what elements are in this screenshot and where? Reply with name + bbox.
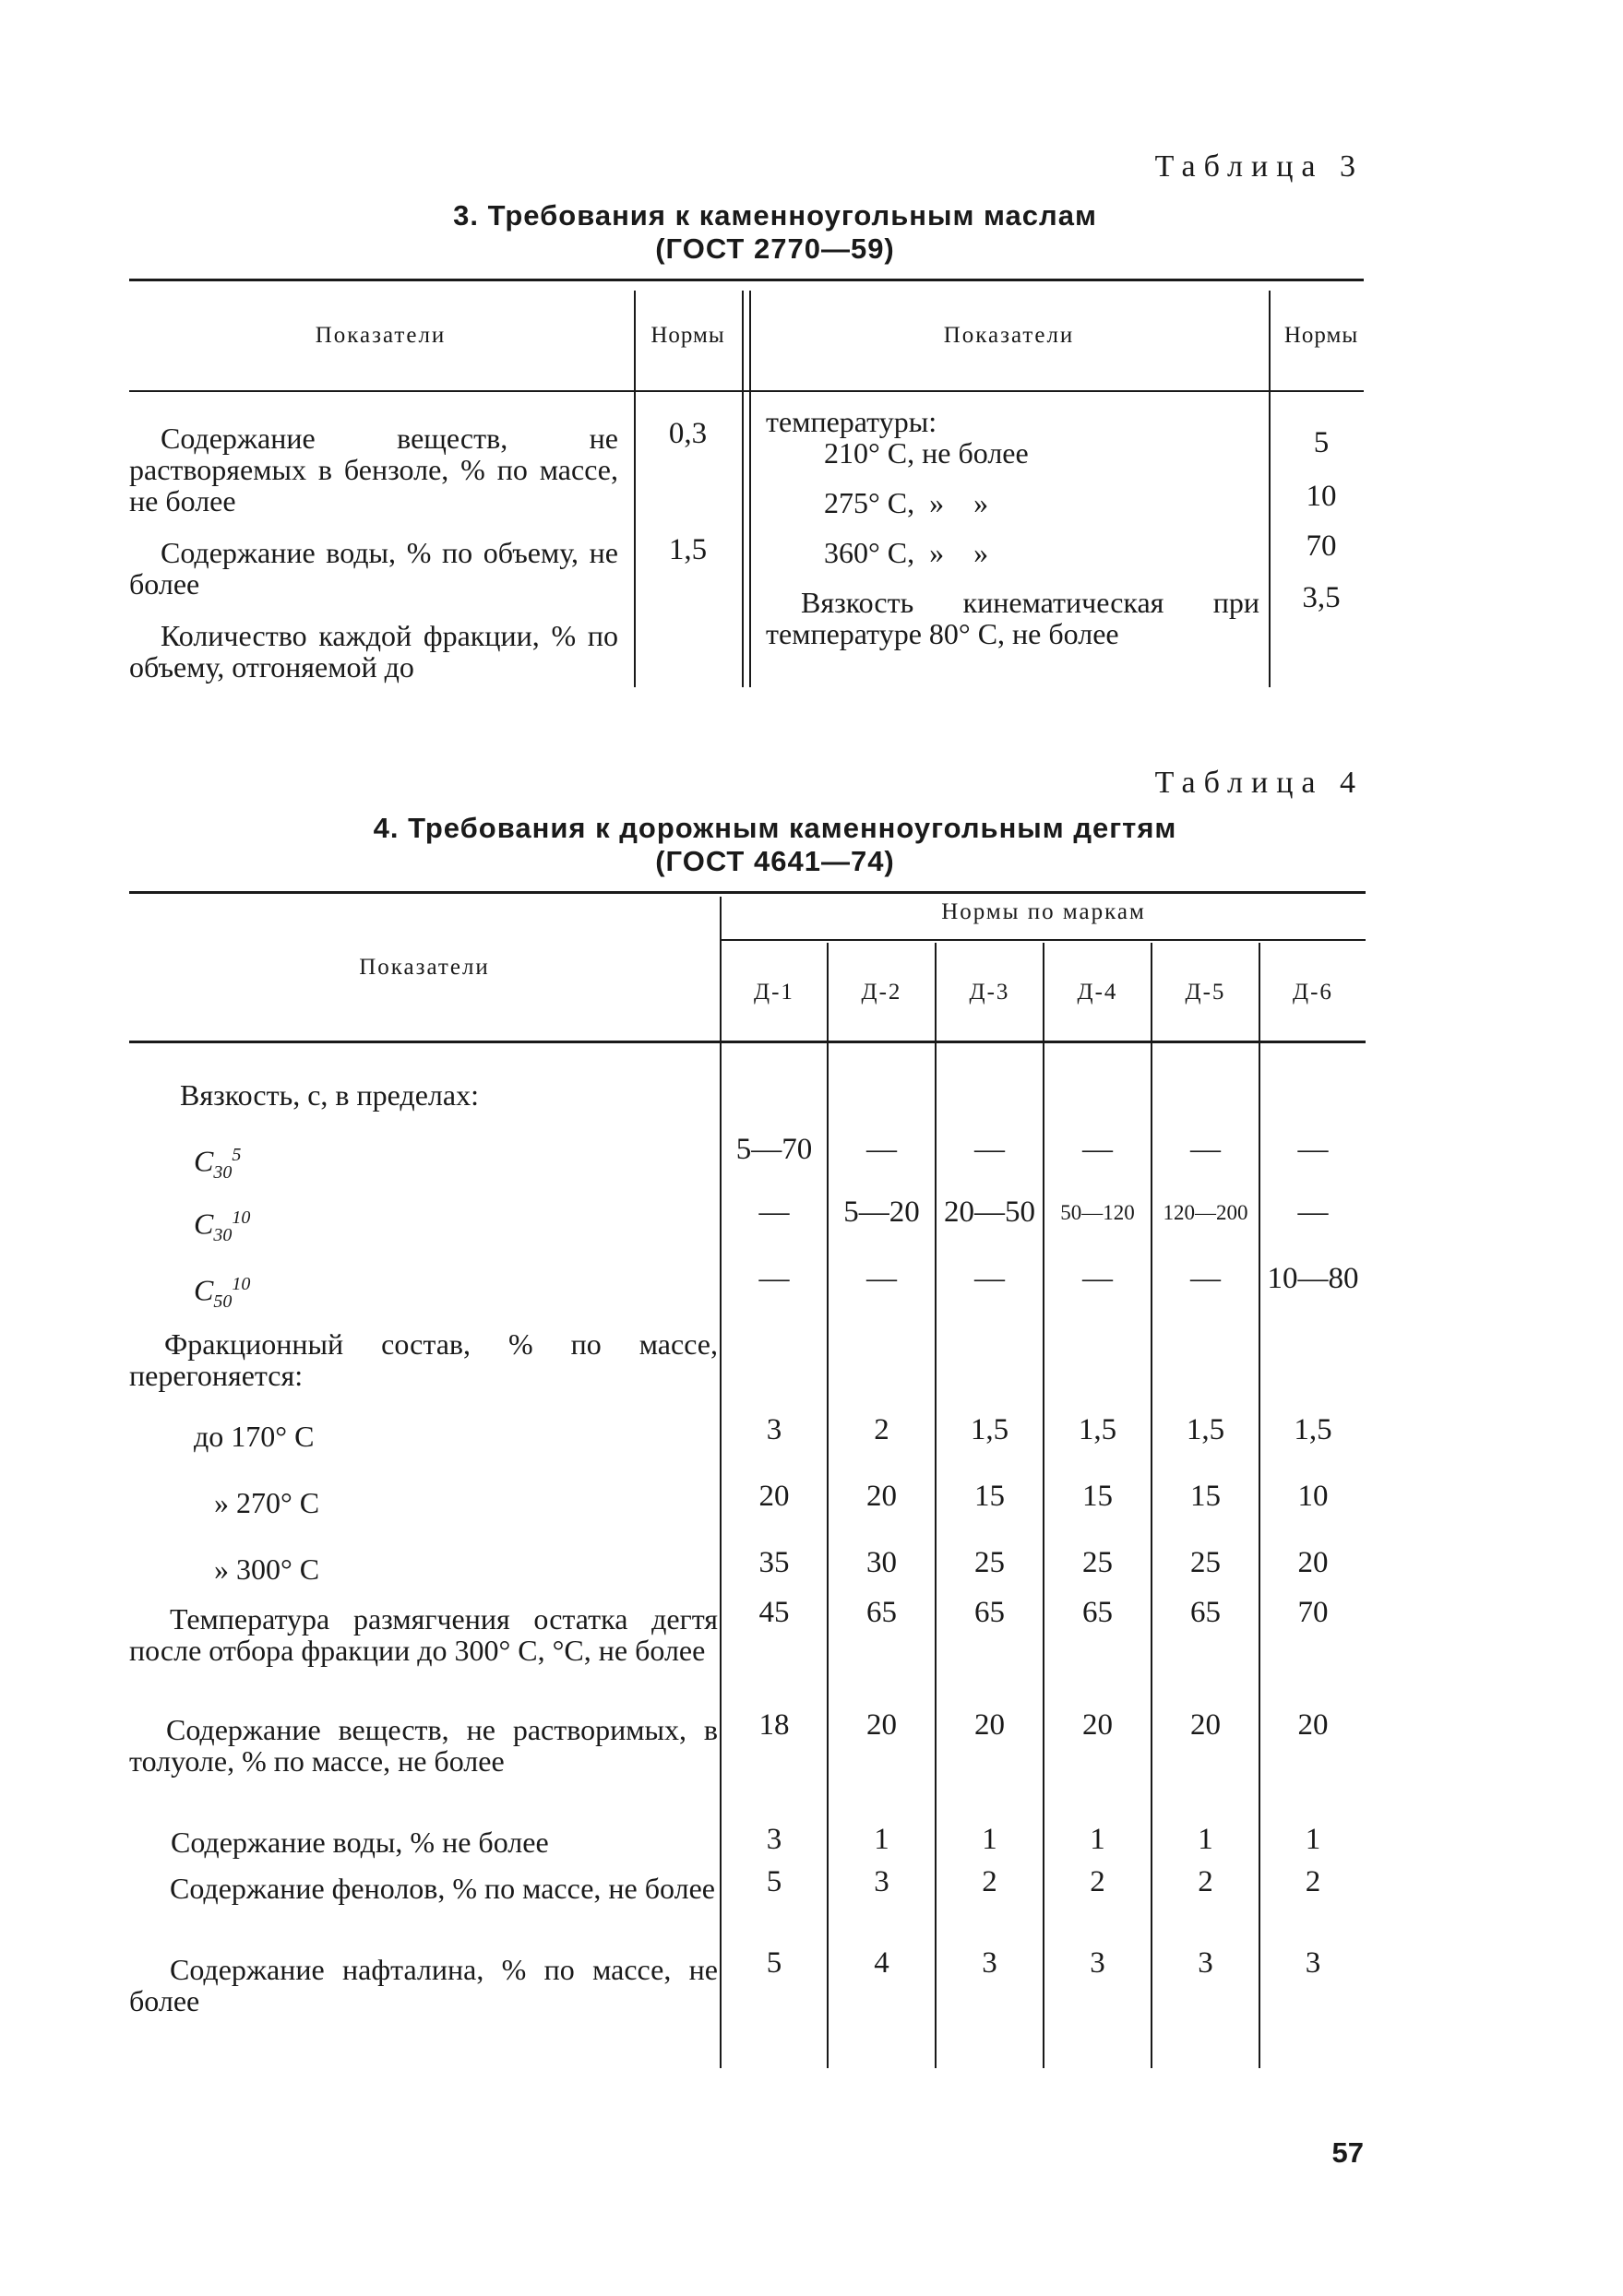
table4-value-cell: — <box>1297 1196 1329 1229</box>
table4-value-cell: 15 <box>974 1480 1005 1513</box>
table4-value-cell: 65 <box>1082 1596 1113 1629</box>
table4-subhead-rule <box>720 939 1366 941</box>
table4-value-cell: 30 <box>866 1546 897 1579</box>
table4-value-cell: 70 <box>1297 1596 1329 1629</box>
table4-value-cell: 1 <box>982 1823 997 1856</box>
table4-value-cell: 3 <box>766 1823 782 1856</box>
table4-value-cell: — <box>1082 1133 1113 1166</box>
table4-value-cell: — <box>974 1133 1005 1166</box>
table4-fraction-heading: Фракционный состав, % по массе, перегоняется: <box>129 1327 718 1392</box>
table4-value-cell: — <box>866 1133 897 1166</box>
table3-left-row: Содержание веществ, не растворяемых в бензоле, % по массе, не более <box>129 422 618 517</box>
table3-title <box>231 199 1319 266</box>
table4-title-line1: 4. Требования к дорожным каменноугольным дегтям <box>373 812 1177 844</box>
table3-right-row: 360° С, » » <box>824 536 989 569</box>
table3-top-rule <box>129 279 1364 281</box>
table4-visc-label <box>194 1268 250 1317</box>
table4-value-cell: 25 <box>1082 1546 1113 1579</box>
table4-value-cell: 20 <box>758 1480 790 1513</box>
table4-value-cell: 65 <box>974 1596 1005 1629</box>
visc-base: C <box>194 1273 214 1307</box>
table4-value-cell: 20 <box>866 1480 897 1513</box>
table3-head-pok-right: Показатели <box>943 323 1075 348</box>
table4-value-cell: 5 <box>766 1865 782 1898</box>
table4-visc-label <box>194 1139 241 1188</box>
table4-value-cell: 3 <box>874 1865 889 1898</box>
visc-sub: 30 <box>213 1225 233 1246</box>
table3-head-norm-left: Нормы <box>650 323 725 348</box>
table3-right-row: Вязкость кинематическая при температуре 80° С, не более <box>766 586 1259 650</box>
visc-sup: 10 <box>232 1274 251 1294</box>
table3-vline <box>634 291 636 687</box>
table4-value-cell: 20 <box>974 1708 1005 1742</box>
table4-value-cell: — <box>758 1262 790 1295</box>
table3-right-value: 5 <box>1313 426 1330 459</box>
table4-value-cell: 4 <box>874 1946 889 1980</box>
table4-value-cell: 20 <box>1297 1708 1329 1742</box>
visc-base: C <box>194 1144 214 1178</box>
table3-right-value: 70 <box>1306 529 1337 563</box>
table4-value-cell: 1,5 <box>1078 1413 1117 1446</box>
table4-value-cell: 3 <box>766 1413 782 1446</box>
table4-head-rule <box>129 1041 1366 1043</box>
table4-value-cell: 1,5 <box>1186 1413 1225 1446</box>
table4-value-cell: 45 <box>758 1596 790 1629</box>
table4-value-cell: 5—70 <box>735 1133 813 1166</box>
table4-value-cell: 20 <box>1190 1708 1221 1742</box>
table4-mark: Д-1 <box>754 980 794 1005</box>
table4-mark: Д-6 <box>1293 980 1333 1005</box>
table4-title <box>231 812 1319 878</box>
table4-row-label: Содержание воды, % не более <box>171 1826 549 1859</box>
table3-title-line2: (ГОСТ 2770—59) <box>655 232 895 265</box>
table4-value-cell: 10—80 <box>1267 1262 1359 1295</box>
table4-value-cell: 1 <box>874 1823 889 1856</box>
table4-visc-label <box>194 1202 250 1251</box>
table4-value-cell: 2 <box>1305 1865 1321 1898</box>
table4-value-cell: 3 <box>1090 1946 1105 1980</box>
table4-value-cell: 3 <box>1198 1946 1213 1980</box>
table4-row-label: Температура размягчения остатка дегтя после отбора фракции до 300° С, °С, не более <box>129 1602 718 1667</box>
page-number: 57 <box>1331 2136 1364 2169</box>
table3-left-row: Количество каждой фракции, % по объему, отгоняемой до <box>129 619 618 684</box>
table4-value-cell: 20 <box>866 1708 897 1742</box>
table4-mark: Д-3 <box>969 980 1010 1005</box>
table4-value-cell: — <box>1190 1262 1221 1295</box>
table3-head-rule <box>129 390 1364 392</box>
table3-left-row: Содержание воды, % по объему, не более <box>129 536 618 601</box>
table4-value-cell: 3 <box>982 1946 997 1980</box>
table4-value-cell: — <box>1190 1133 1221 1166</box>
table4-value-cell: 5—20 <box>843 1196 920 1229</box>
visc-sup: 5 <box>232 1145 242 1165</box>
table3-title-line1: 3. Требования к каменноугольным маслам <box>453 199 1097 232</box>
table4-row-label: Содержание нафталина, % по массе, не более <box>129 1953 718 2017</box>
table4-viscosity-heading: Вязкость, с, в пределах: <box>180 1078 479 1112</box>
table4-value-cell: 18 <box>758 1708 790 1742</box>
table4-top-rule <box>129 891 1366 894</box>
table4-fraction-label: » 300° С <box>214 1552 320 1586</box>
table3-right-value: 10 <box>1306 480 1337 513</box>
table3-right-row: 210° С, не более <box>824 436 1029 470</box>
table4-value-cell: 1 <box>1090 1823 1105 1856</box>
table4-value-cell: 10 <box>1297 1480 1329 1513</box>
table3-right-value: 3,5 <box>1302 581 1341 614</box>
table4-value-cell: 2 <box>982 1865 997 1898</box>
table4-title-line2: (ГОСТ 4641—74) <box>655 845 895 877</box>
table4-value-cell: — <box>1297 1133 1329 1166</box>
table4-value-cell: 2 <box>1198 1865 1213 1898</box>
table3-vline <box>749 291 751 687</box>
table3-left-value: 1,5 <box>668 533 708 566</box>
table3-right-row: 275° С, » » <box>824 486 989 519</box>
table3-right-row: температуры: <box>766 405 937 438</box>
table4-value-cell: — <box>1082 1262 1113 1295</box>
table4-head-pok: Показатели <box>359 955 490 980</box>
table4-row-label: Содержание фенолов, % по массе, не более <box>170 1872 715 1905</box>
table4-mark: Д-4 <box>1077 980 1118 1005</box>
table4-value-cell: 1 <box>1198 1823 1213 1856</box>
table4-mark: Д-2 <box>861 980 902 1005</box>
table4-value-cell: 25 <box>974 1546 1005 1579</box>
table4-fraction-label: » 270° С <box>214 1486 320 1519</box>
table4-value-cell: 2 <box>874 1413 889 1446</box>
table4-value-cell: 20 <box>1082 1708 1113 1742</box>
table4-head-norms: Нормы по маркам <box>941 899 1146 924</box>
table4-value-cell: 35 <box>758 1546 790 1579</box>
visc-base: C <box>194 1207 214 1241</box>
table3-label: Таблица 3 <box>1154 149 1364 184</box>
table4-row-label: Содержание веществ, не растворимых, в толуоле, % по массе, не более <box>129 1713 718 1778</box>
table4-value-cell: 1,5 <box>1294 1413 1332 1446</box>
table3-head-norm-right: Нормы <box>1283 323 1359 348</box>
table4-value-cell: 25 <box>1190 1546 1221 1579</box>
table3-head-pok-left: Показатели <box>315 323 447 348</box>
table4-value-cell: 1,5 <box>970 1413 1009 1446</box>
table4-value-cell: — <box>974 1262 1005 1295</box>
table4-value-cell: 50—120 <box>1060 1201 1135 1224</box>
table4-value-cell: 15 <box>1082 1480 1113 1513</box>
table4-value-cell: 3 <box>1305 1946 1321 1980</box>
table4-value-cell: 20 <box>1297 1546 1329 1579</box>
table4-label: Таблица 4 <box>1154 766 1364 800</box>
table4-fraction-label: до 170° С <box>194 1420 315 1453</box>
table4-value-cell: 120—200 <box>1163 1201 1248 1224</box>
table3-left-value: 0,3 <box>668 417 708 450</box>
table4-value-cell: 65 <box>866 1596 897 1629</box>
table4-value-cell: 20—50 <box>944 1196 1035 1229</box>
table4-value-cell: 2 <box>1090 1865 1105 1898</box>
table4-value-cell: 5 <box>766 1946 782 1980</box>
visc-sub: 50 <box>213 1291 233 1313</box>
table4-mark: Д-5 <box>1185 980 1226 1005</box>
table4-value-cell: 65 <box>1190 1596 1221 1629</box>
visc-sup: 10 <box>232 1207 251 1228</box>
table4-value-cell: 1 <box>1305 1823 1321 1856</box>
table4-value-cell: 15 <box>1190 1480 1221 1513</box>
table4-value-cell: — <box>758 1196 790 1229</box>
table4-value-cell: — <box>866 1262 897 1295</box>
table3-vline <box>742 291 744 687</box>
visc-sub: 30 <box>213 1162 233 1184</box>
